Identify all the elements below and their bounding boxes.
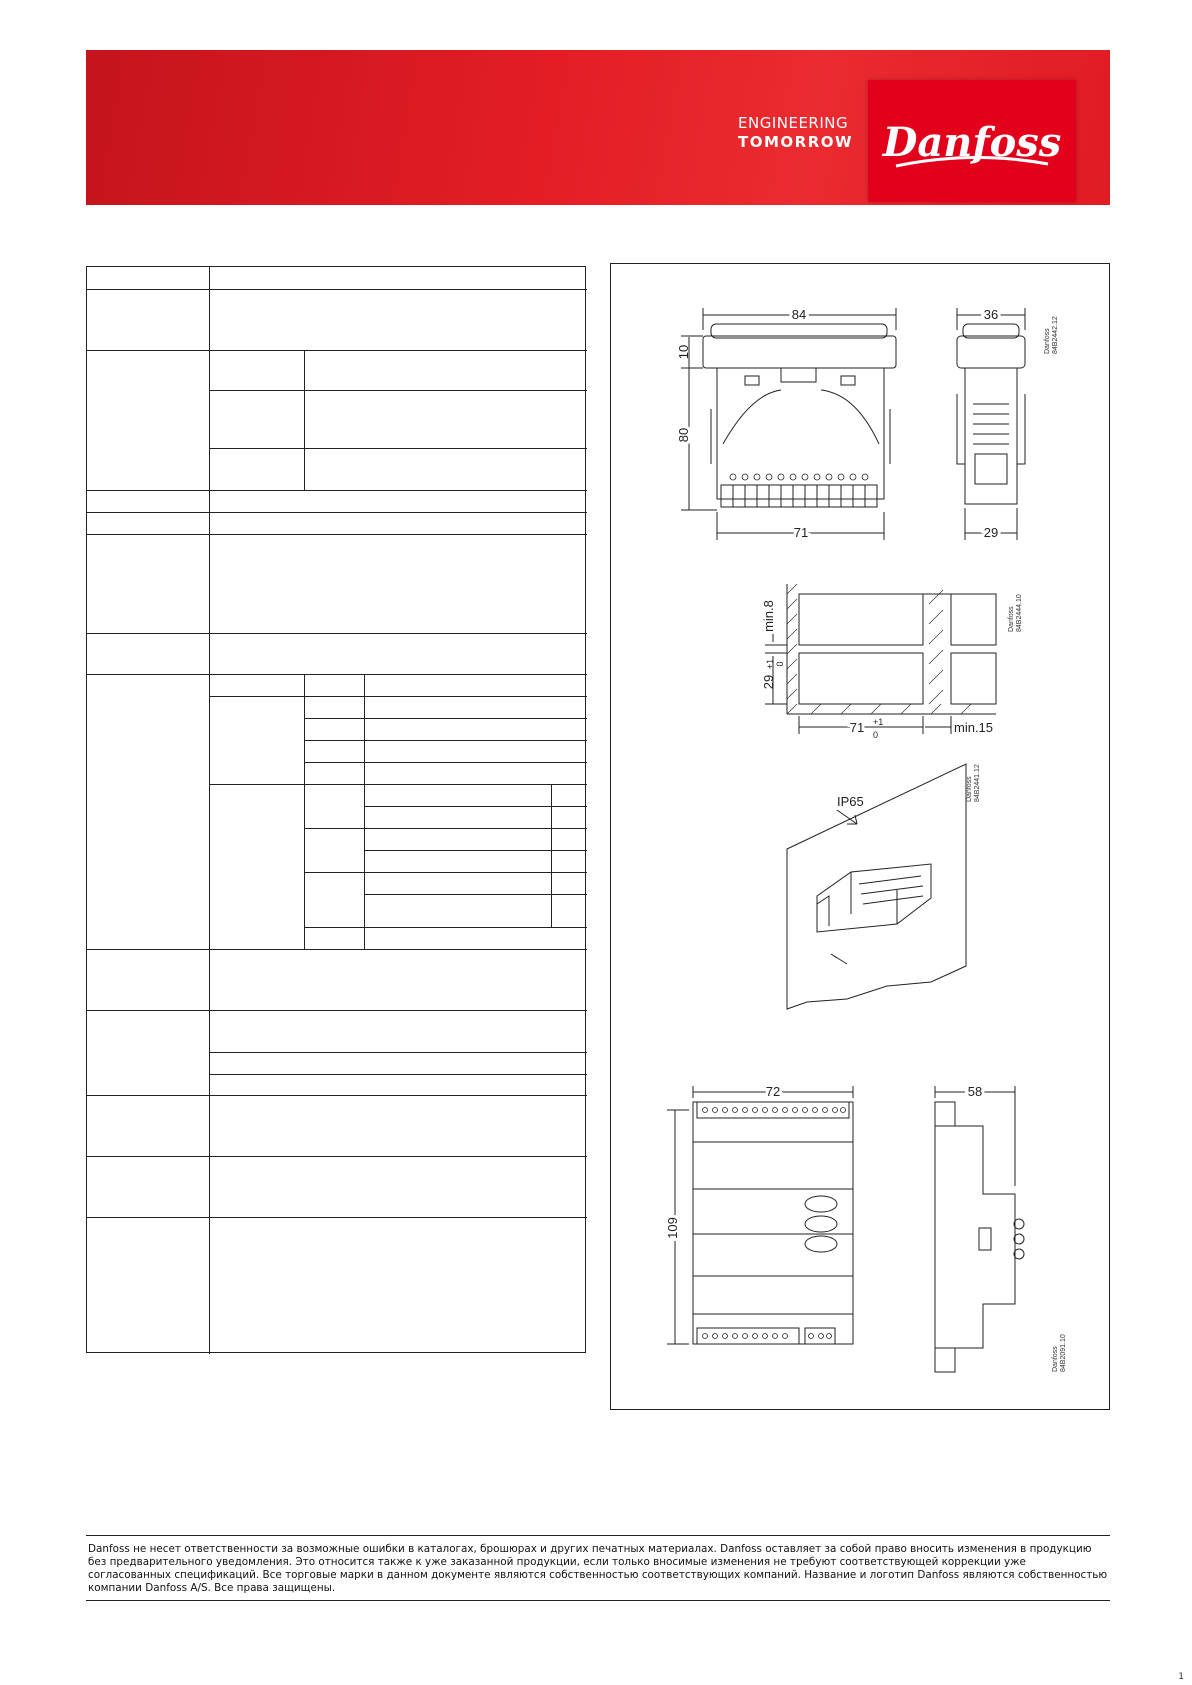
legal-disclaimer: Danfoss не несет ответственности за возможные ошибки в каталогах, брошюрах и других печатных материалах. Danfoss оставляет за собой право вносить изменения в продукцию без предварительного уведомления. Это относится также к уже заказанной продукции, если только вносимые изменения не требуют соответствующей коррекции уже согласованных спецификаций. Все торговые марки в данном документе являются собственностью соответствующих компаний. Название и логотип Danfoss являются собственностью компании Danfoss A/S. Все права защищены. — [88, 1543, 1108, 1594]
fig4-drawing-code: Danfoss84B2091.10 — [1052, 1334, 1067, 1372]
header-banner — [86, 50, 1110, 205]
fig4-front-width: 72 — [765, 1084, 781, 1099]
fig4-height: 109 — [665, 1217, 680, 1239]
fig1-bottom-label: 71 — [793, 525, 809, 540]
footer-bottom-rule — [86, 1600, 1110, 1601]
figure-3-installed-view — [787, 764, 966, 1009]
fig2-cut-height-tol: +1 — [765, 658, 775, 670]
dimension-drawings-panel — [610, 263, 1110, 1410]
fig2-cut-height-tol-low: 0 — [775, 661, 785, 667]
fig1-drawing-code: Danfoss84B2442.12 — [1044, 316, 1059, 354]
fig2-cut-width-tol: +1 — [873, 717, 884, 727]
danfoss-logo — [868, 80, 1076, 202]
fig2-cut-width-tol-low: 0 — [873, 730, 879, 740]
tagline-line-1: ENGINEERING — [738, 114, 849, 132]
fig1-side-bottom-label: 29 — [983, 525, 999, 540]
tagline-line-2: TOMORROW — [738, 133, 854, 151]
fig1-width-label: 84 — [791, 307, 807, 322]
specification-table — [86, 266, 586, 1353]
fig4-side-width: 58 — [967, 1084, 983, 1099]
fig2-min-gap-v: min.8 — [761, 600, 776, 632]
footer-top-rule — [86, 1535, 1110, 1536]
fig1-top-height-label: 10 — [676, 344, 691, 360]
page-number: 1 — [1178, 1672, 1184, 1682]
fig1-height-label: 80 — [676, 427, 691, 443]
figure-4-din-module — [667, 1086, 1024, 1372]
fig1-side-width-label: 36 — [983, 307, 999, 322]
fig2-cut-height: 29 — [761, 674, 776, 690]
fig2-drawing-code: Danfoss84B2444.10 — [1008, 594, 1023, 632]
fig2-cut-width: 71 — [849, 720, 865, 735]
logo-wordmark: Danfoss — [882, 119, 1062, 166]
figure-1-controller-dimensions — [681, 308, 1025, 540]
fig2-min-gap-h: min.15 — [954, 720, 994, 735]
fig3-ip-label: IP65 — [837, 794, 864, 809]
fig3-drawing-code: Danfoss84B2441.12 — [966, 764, 981, 802]
figure-2-panel-cutout — [765, 584, 996, 734]
